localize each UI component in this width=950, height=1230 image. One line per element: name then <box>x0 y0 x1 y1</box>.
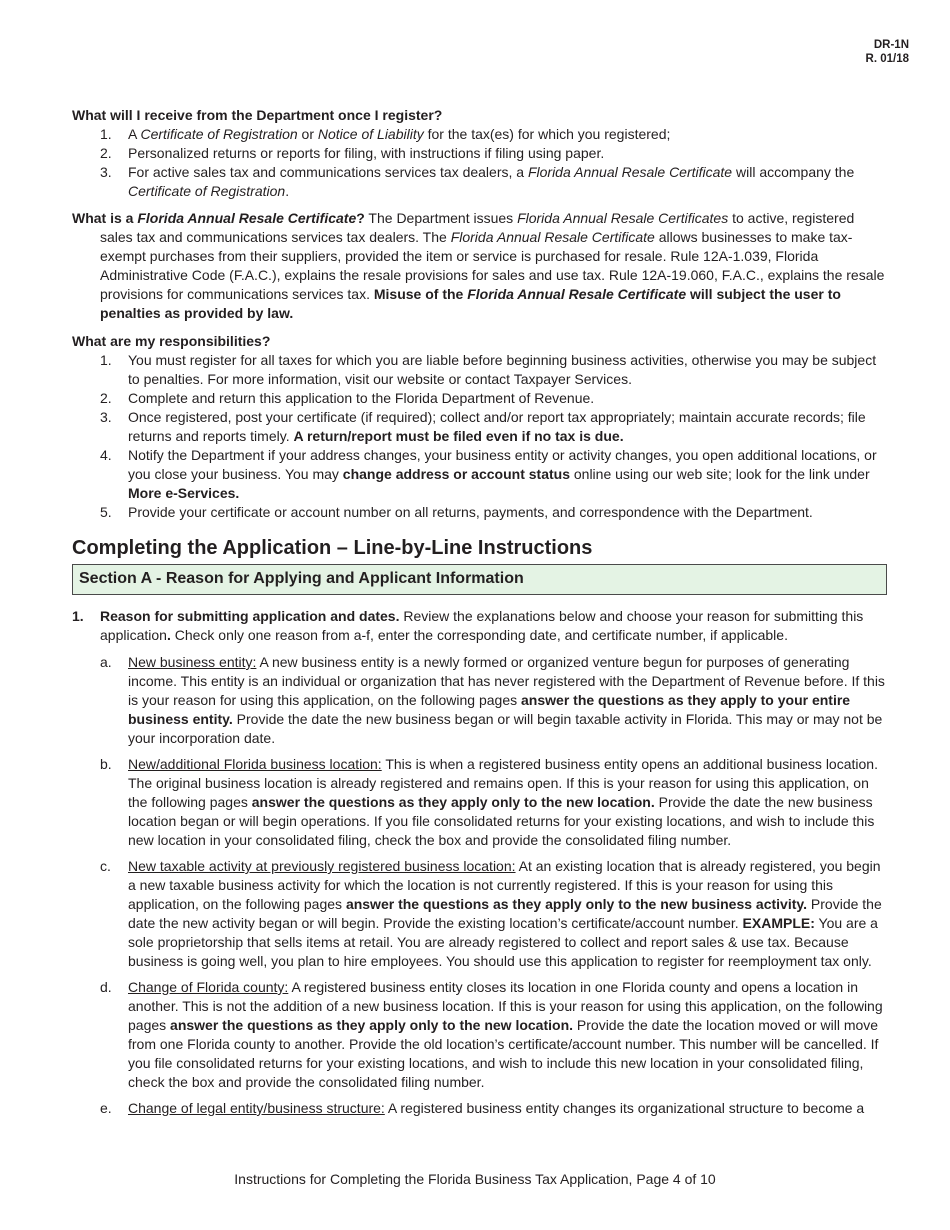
page-footer: Instructions for Completing the Florida Business Tax Application, Page 4 of 10 <box>234 1171 716 1187</box>
instruction-item-1: 1. Reason for submitting application and dates. Review the explanations below and choose your reason for submitting this application. Check only one reason from a-f, enter the corresponding date, and certificate number, if applicable. <box>72 608 864 643</box>
list-item: 5. Provide your certificate or account number on all returns, payments, and correspondence with the Department. <box>100 504 813 520</box>
form-revision: R. 01/18 <box>865 53 909 65</box>
section-a-header: Section A - Reason for Applying and Applicant Information <box>72 564 887 595</box>
completing-title: Completing the Application – Line-by-Line Instructions <box>72 537 593 559</box>
list-item: 2. Complete and return this application to the Florida Department of Revenue. <box>100 390 595 406</box>
list-item: 3. Once registered, post your certificate (if required); collect and/or report tax appropriately; maintain accurate records; file returns and reports timely. A return/report must be filed even if no tax is due. <box>100 409 866 444</box>
reason-a: a. New business entity: A new business entity is a newly formed or organized venture begun for purposes of generating income. This entity is an individual or organization that has never registered with the Department of Revenue before. If this is your reason for using this application, on the following pages answer the questions as they apply to your entire business entity. Provide the date the new business began or will begin taxable activity in Florida. This may or may not be your incorporation date. <box>100 654 885 746</box>
responsibilities-heading: What are my responsibilities? <box>72 333 271 349</box>
reason-c: c. New taxable activity at previously registered business location: At an existing location that is already registered, you begin a new taxable business activity for which the location is not currently registered. If this is your reason for using this application, on the following pages answer the questions as they apply only to the new business activity. Provide the date the new activity began or will begin. Provide the existing location’s certificate/account number. EXAMPLE: You are a sole proprietorship that sells items at retail. You are already registered to collect and report sales & use tax. Because business is going well, you plan to hire employees. You should use this application to register for reemployment tax only. <box>100 858 882 969</box>
page-content <box>72 106 887 1125</box>
receive-list <box>72 125 887 201</box>
form-identifier <box>866 38 909 66</box>
reason-b: b. New/additional Florida business location: This is when a registered business entity opens an additional business location. The original business location is already registered and remains open. If this is your reason for using this application, on the following pages answer the questions as they apply only to the new location. Provide the date the new business location began or will begin operations. If you file consolidated returns for your existing locations, and wish to include this new location in your consolidated filing, check the box and provide the consolidated filing number. <box>100 756 878 848</box>
list-item: 1. A Certificate of Registration or Notice of Liability for the tax(es) for which you registered; <box>100 126 671 142</box>
list-item: 1. You must register for all taxes for which you are liable before beginning business activities, otherwise you may be subject to penalties. For more information, visit our website or contact Taxpayer Services. <box>100 352 877 387</box>
list-item: 2. Personalized returns or reports for filing, with instructions if filing using paper. <box>100 145 605 161</box>
list-item: 3. For active sales tax and communications services tax dealers, a Florida Annual Resale Certificate will accompany the Certificate of Registration. <box>100 164 855 199</box>
responsibilities-list <box>72 351 887 522</box>
list-item: 4. Notify the Department if your address changes, your business entity or activity changes, you open additional locations, or you close your business. You may change address or account status online using our web site; look for the link under More e-Services. <box>100 447 877 501</box>
resale-certificate-paragraph: What is a Florida Annual Resale Certificate? The Department issues Florida Annual Resale Certificates to active, registered sales tax and communications services tax dealers. The Florida Annual Resale Certificate allows businesses to make tax-exempt purchases from their suppliers, provided the item or service is purchased for resale. Rule 12A-1.039, Florida Administrative Code (F.A.C.), explains the resale provisions for sales and use tax. Rule 12A-19.060, F.A.C., explains the resale provisions for communications services tax. Misuse of the Florida Annual Resale Certificate will subject the user to penalties as provided by law. <box>72 210 885 321</box>
reason-e: e. Change of legal entity/business structure: A registered business entity changes its organizational structure to become a <box>100 1100 865 1116</box>
reason-d: d. Change of Florida county: A registered business entity closes its location in one Florida county and opens a location in another. This is not the addition of a new business location. If this is your reason for using this application, on the following pages answer the questions as they apply only to the new location. Provide the date the location moved or will move from one Florida county to another. Provide the old location’s certificate/account number. This number will be cancelled. If you file consolidated returns for your existing locations, and wish to include this new location in your consolidated filing, check the box and provide the consolidated filing number. <box>100 979 883 1090</box>
form-number: DR-1N <box>873 39 909 51</box>
receive-heading: What will I receive from the Department once I register? <box>72 107 443 123</box>
